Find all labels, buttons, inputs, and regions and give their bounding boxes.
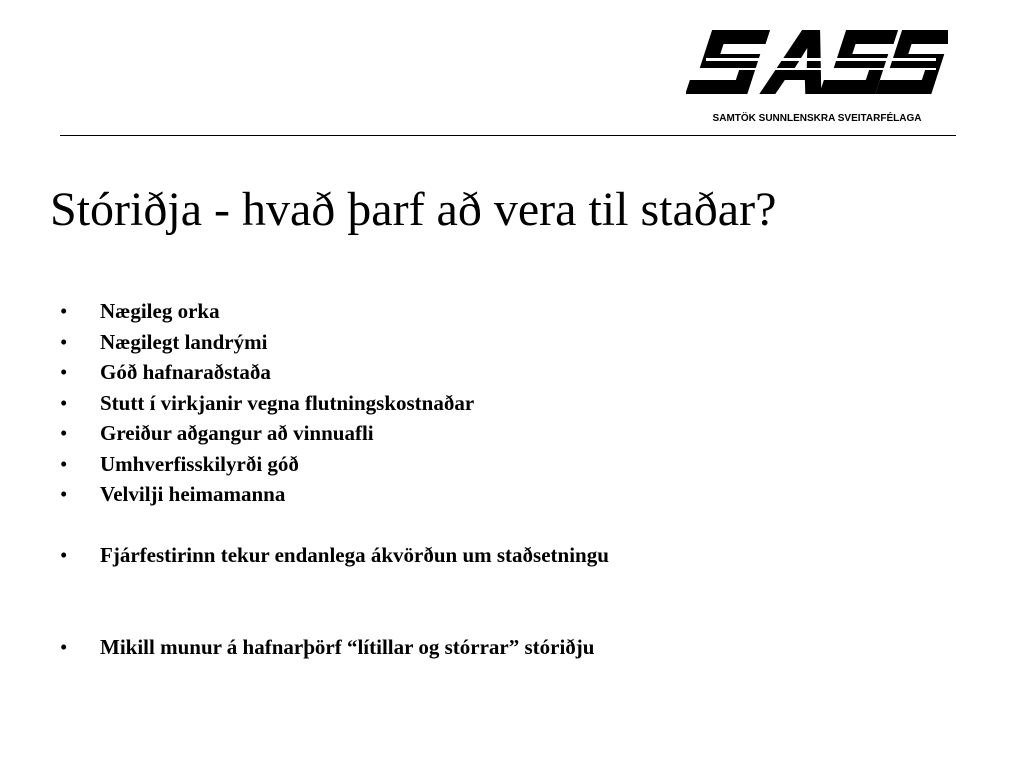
bullet-icon: • [60, 360, 68, 384]
list-item [60, 327, 609, 358]
bullet-icon: • [60, 329, 68, 354]
header-divider [60, 135, 956, 136]
sass-logo-graphic [686, 18, 948, 110]
bullet-list [60, 296, 609, 663]
logo-tagline: SAMTÖK SUNNLENSKRA SVEITARFÉLAGA [712, 113, 922, 124]
list-item-text: Fjárfestirinn tekur endanlega ákvörðun um staðsetningu [100, 542, 609, 567]
list-item-text: Greiður aðgangur að vinnuafli [100, 421, 374, 445]
list-item [60, 296, 609, 327]
list-item-text: Umhverfisskilyrði góð [100, 451, 299, 476]
list-item-text: Velvilji heimamanna [100, 482, 286, 506]
list-item-text: Nægileg orka [100, 299, 220, 323]
bullet-icon: • [60, 390, 68, 415]
bullet-icon: • [60, 451, 68, 476]
list-item-text: Nægilegt landrými [100, 329, 268, 354]
list-item-text: Góð hafnaraðstaða [100, 360, 271, 384]
list-item [60, 449, 609, 480]
list-item [60, 632, 609, 663]
list-item [60, 388, 609, 419]
bullet-icon: • [60, 542, 68, 567]
list-item [60, 357, 609, 388]
bullet-icon: • [60, 482, 68, 506]
list-item [60, 479, 609, 510]
list-item-text: Mikill munur á hafnarþörf “lítillar og stórrar” stóriðju [100, 635, 595, 659]
bullet-icon: • [60, 299, 68, 323]
bullet-icon: • [60, 635, 68, 659]
bullet-icon: • [60, 421, 68, 445]
sass-logo [686, 18, 948, 130]
list-item [60, 418, 609, 449]
list-item-text: Stutt í virkjanir vegna flutningskostnaðar [100, 390, 475, 415]
slide-title: Stóriðja - hvað þarf að vera til staðar? [50, 183, 777, 236]
list-item [60, 540, 609, 571]
